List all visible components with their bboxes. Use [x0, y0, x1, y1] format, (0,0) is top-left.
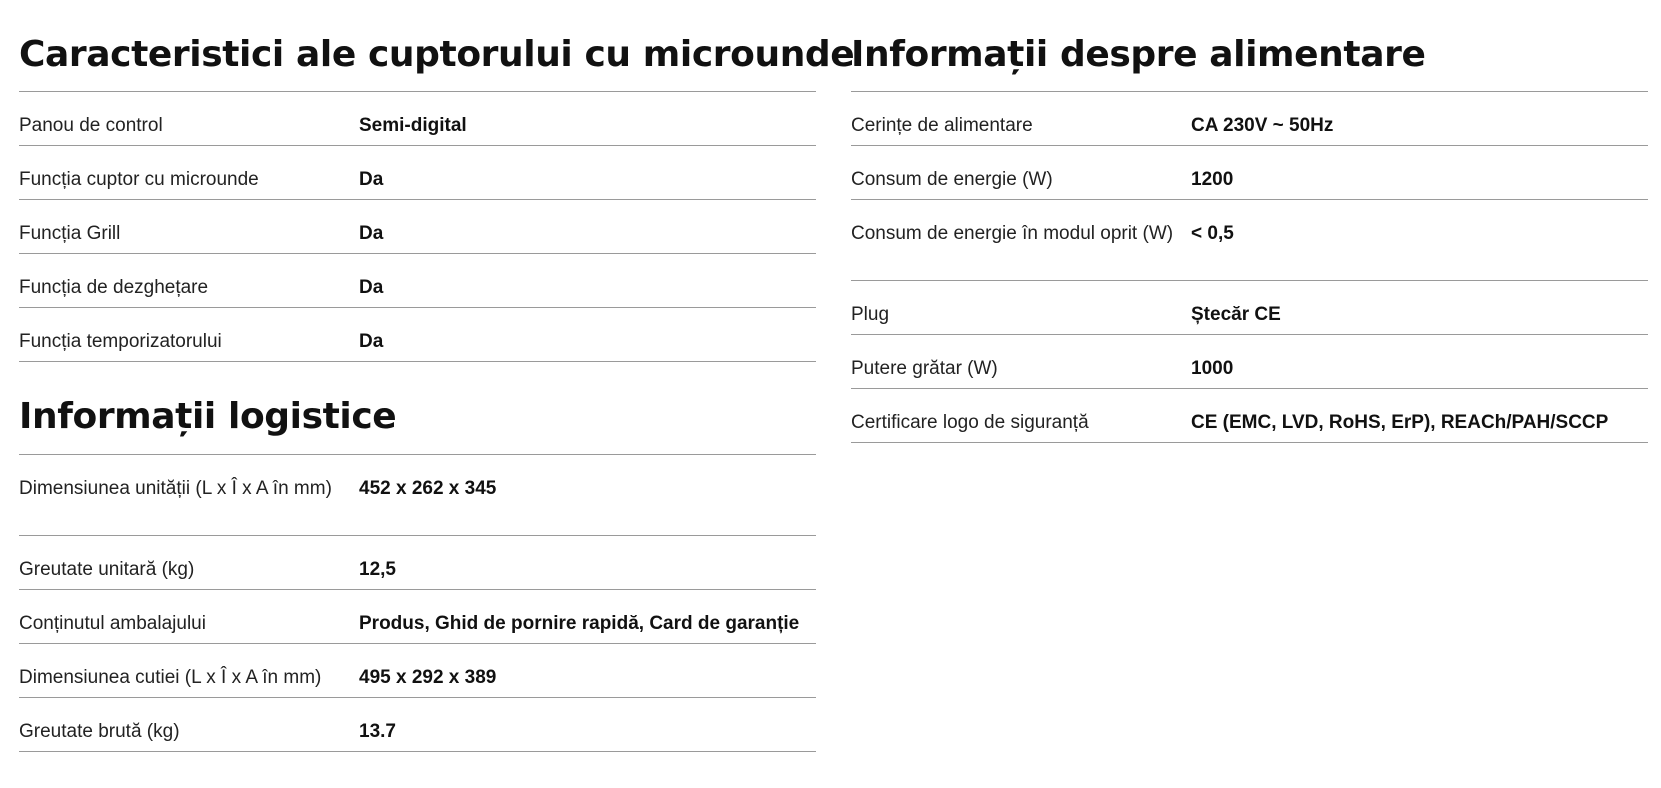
spec-row-power-requirements [851, 92, 1648, 146]
spec-value: CA 230V ~ 50Hz [1191, 115, 1334, 136]
spec-label: Dimensiunea cutiei (L x Î x A în mm) [19, 667, 322, 688]
spec-label: Conținutul ambalajului [19, 613, 206, 634]
spec-label: Dimensiunea unității (L x Î x A în mm) [19, 478, 332, 499]
spec-value: 1000 [1191, 358, 1234, 379]
spec-value: 495 x 292 x 389 [359, 667, 497, 688]
spec-label: Funcția de dezghețare [19, 277, 209, 298]
spec-row-grill-power [851, 335, 1648, 389]
power-title: Informații despre alimentare [851, 0, 1648, 92]
spec-row-package-contents [19, 590, 816, 644]
spec-label: Greutate unitară (kg) [19, 559, 195, 580]
spec-label: Plug [851, 304, 890, 325]
spec-row-unit-dimensions [19, 455, 816, 536]
spec-value: Produs, Ghid de pornire rapidă, Card de garanție [359, 613, 800, 634]
spec-label: Funcția Grill [19, 223, 121, 244]
spec-value: Da [359, 169, 384, 190]
spec-value: 452 x 262 x 345 [359, 478, 497, 499]
spec-label: Greutate brută (kg) [19, 721, 180, 742]
spec-row-unit-weight [19, 536, 816, 590]
spec-row-timer-function [19, 308, 816, 362]
spec-label: Cerințe de alimentare [851, 115, 1033, 136]
spec-row-off-mode-consumption [851, 200, 1648, 281]
spec-row-safety-certification [851, 389, 1648, 443]
microwave-features-section [19, 0, 855, 362]
logistics-section [19, 362, 816, 752]
spec-label: Putere grătar (W) [851, 358, 998, 379]
spec-label: Funcția cuptor cu microunde [19, 169, 259, 190]
spec-label: Panou de control [19, 115, 163, 136]
microwave-features-title: Caracteristici ale cuptorului cu microunde [19, 0, 816, 92]
logistics-title: Informații logistice [19, 362, 816, 455]
spec-value: < 0,5 [1191, 223, 1234, 244]
spec-row-box-dimensions [19, 644, 816, 698]
spec-row-power-consumption [851, 146, 1648, 200]
spec-value: Da [359, 223, 384, 244]
spec-value: 12,5 [359, 559, 396, 580]
spec-value: Da [359, 277, 384, 298]
spec-label: Funcția temporizatorului [19, 331, 222, 352]
spec-value: 1200 [1191, 169, 1234, 190]
spec-row-gross-weight [19, 698, 816, 752]
power-section [851, 0, 1648, 443]
spec-value: 13.7 [359, 721, 396, 742]
spec-row-microwave-function [19, 146, 816, 200]
spec-value: Da [359, 331, 384, 352]
left-column [19, 0, 855, 752]
spec-row-control-panel [19, 92, 816, 146]
spec-label: Consum de energie (W) [851, 169, 1053, 190]
spec-row-defrost-function [19, 254, 816, 308]
spec-label: Consum de energie în modul oprit (W) [851, 223, 1174, 244]
spec-row-grill-function [19, 200, 816, 254]
right-column [851, 0, 1648, 443]
spec-value: Semi-digital [359, 115, 467, 136]
spec-value: CE (EMC, LVD, RoHS, ErP), REACh/PAH/SCCP [1191, 412, 1609, 433]
spec-row-plug [851, 281, 1648, 335]
spec-value: Ștecăr CE [1191, 304, 1281, 325]
spec-label: Certificare logo de siguranță [851, 412, 1089, 433]
